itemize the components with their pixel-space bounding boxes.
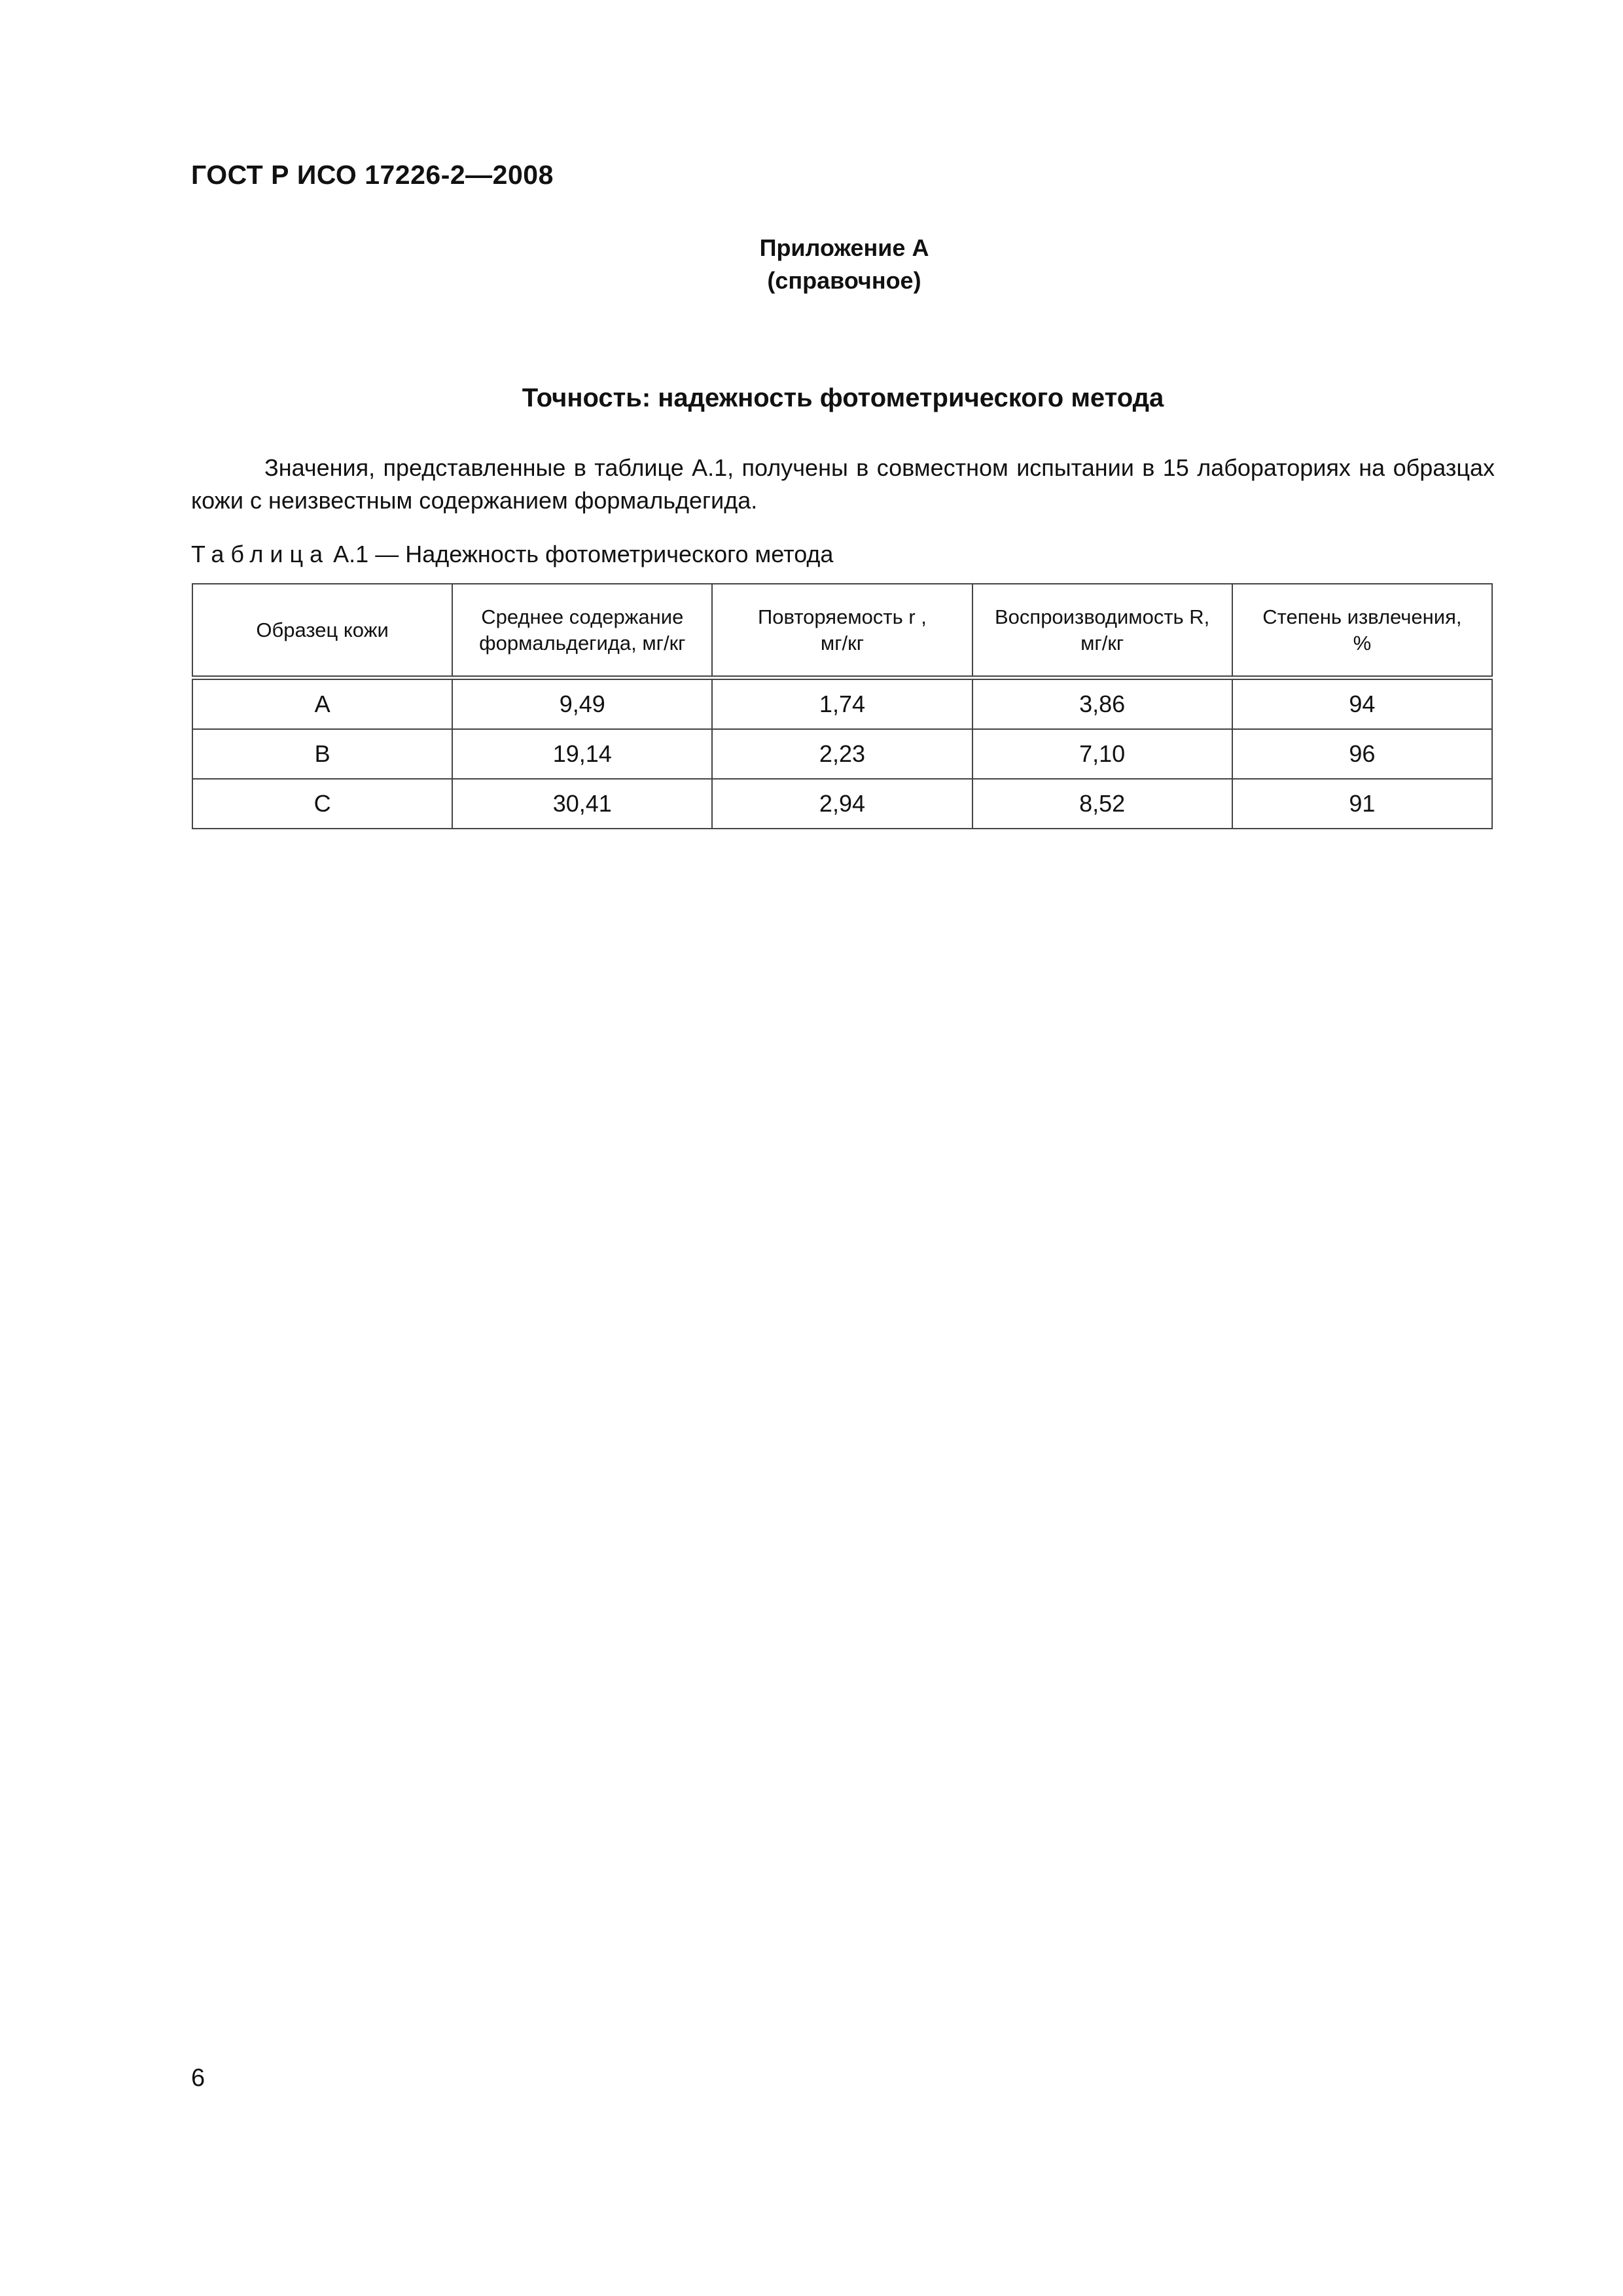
- cell-repeatability: 1,74: [712, 678, 972, 730]
- cell-mean-content: 19,14: [452, 729, 712, 779]
- table-header-row: [192, 584, 1492, 678]
- table-caption-text: А.1 — Надежность фотометрического метода: [333, 541, 834, 567]
- body-paragraph: Значения, представленные в таблице А.1, получены в совместном испытании в 15 лабораториях на образцах кожи с неизвестным содержанием формальдегида.: [191, 454, 1495, 514]
- column-header-repeatability: Повторяемость r , мг/кг: [712, 584, 972, 678]
- appendix-type: (справочное): [767, 267, 921, 294]
- document-code: ГОСТ Р ИСО 17226-2—2008: [191, 160, 554, 190]
- appendix-heading: [674, 232, 1014, 297]
- column-header-recovery: Степень извлечения, %: [1232, 584, 1492, 678]
- table-row: [192, 779, 1492, 829]
- cell-repeatability: 2,23: [712, 729, 972, 779]
- table-caption: [191, 541, 833, 568]
- table-caption-prefix: Таблица: [191, 541, 330, 567]
- section-title: Точность: надежность фотометрического метода: [522, 384, 1164, 412]
- column-header-mean-content: Среднее содержание формальдегида, мг/кг: [452, 584, 712, 678]
- cell-recovery: 94: [1232, 678, 1492, 730]
- cell-mean-content: 9,49: [452, 678, 712, 730]
- column-header-reproducibility: Воспроизводимость R, мг/кг: [972, 584, 1232, 678]
- cell-recovery: 91: [1232, 779, 1492, 829]
- cell-reproducibility: 3,86: [972, 678, 1232, 730]
- appendix-title: Приложение А: [759, 234, 929, 261]
- table-row: [192, 729, 1492, 779]
- cell-repeatability: 2,94: [712, 779, 972, 829]
- cell-sample: B: [192, 729, 452, 779]
- cell-sample: C: [192, 779, 452, 829]
- precision-table: [192, 583, 1493, 829]
- cell-reproducibility: 8,52: [972, 779, 1232, 829]
- column-header-sample: Образец кожи: [192, 584, 452, 678]
- table-row: [192, 678, 1492, 730]
- cell-reproducibility: 7,10: [972, 729, 1232, 779]
- cell-sample: A: [192, 678, 452, 730]
- page-number: 6: [191, 2064, 205, 2092]
- cell-recovery: 96: [1232, 729, 1492, 779]
- cell-mean-content: 30,41: [452, 779, 712, 829]
